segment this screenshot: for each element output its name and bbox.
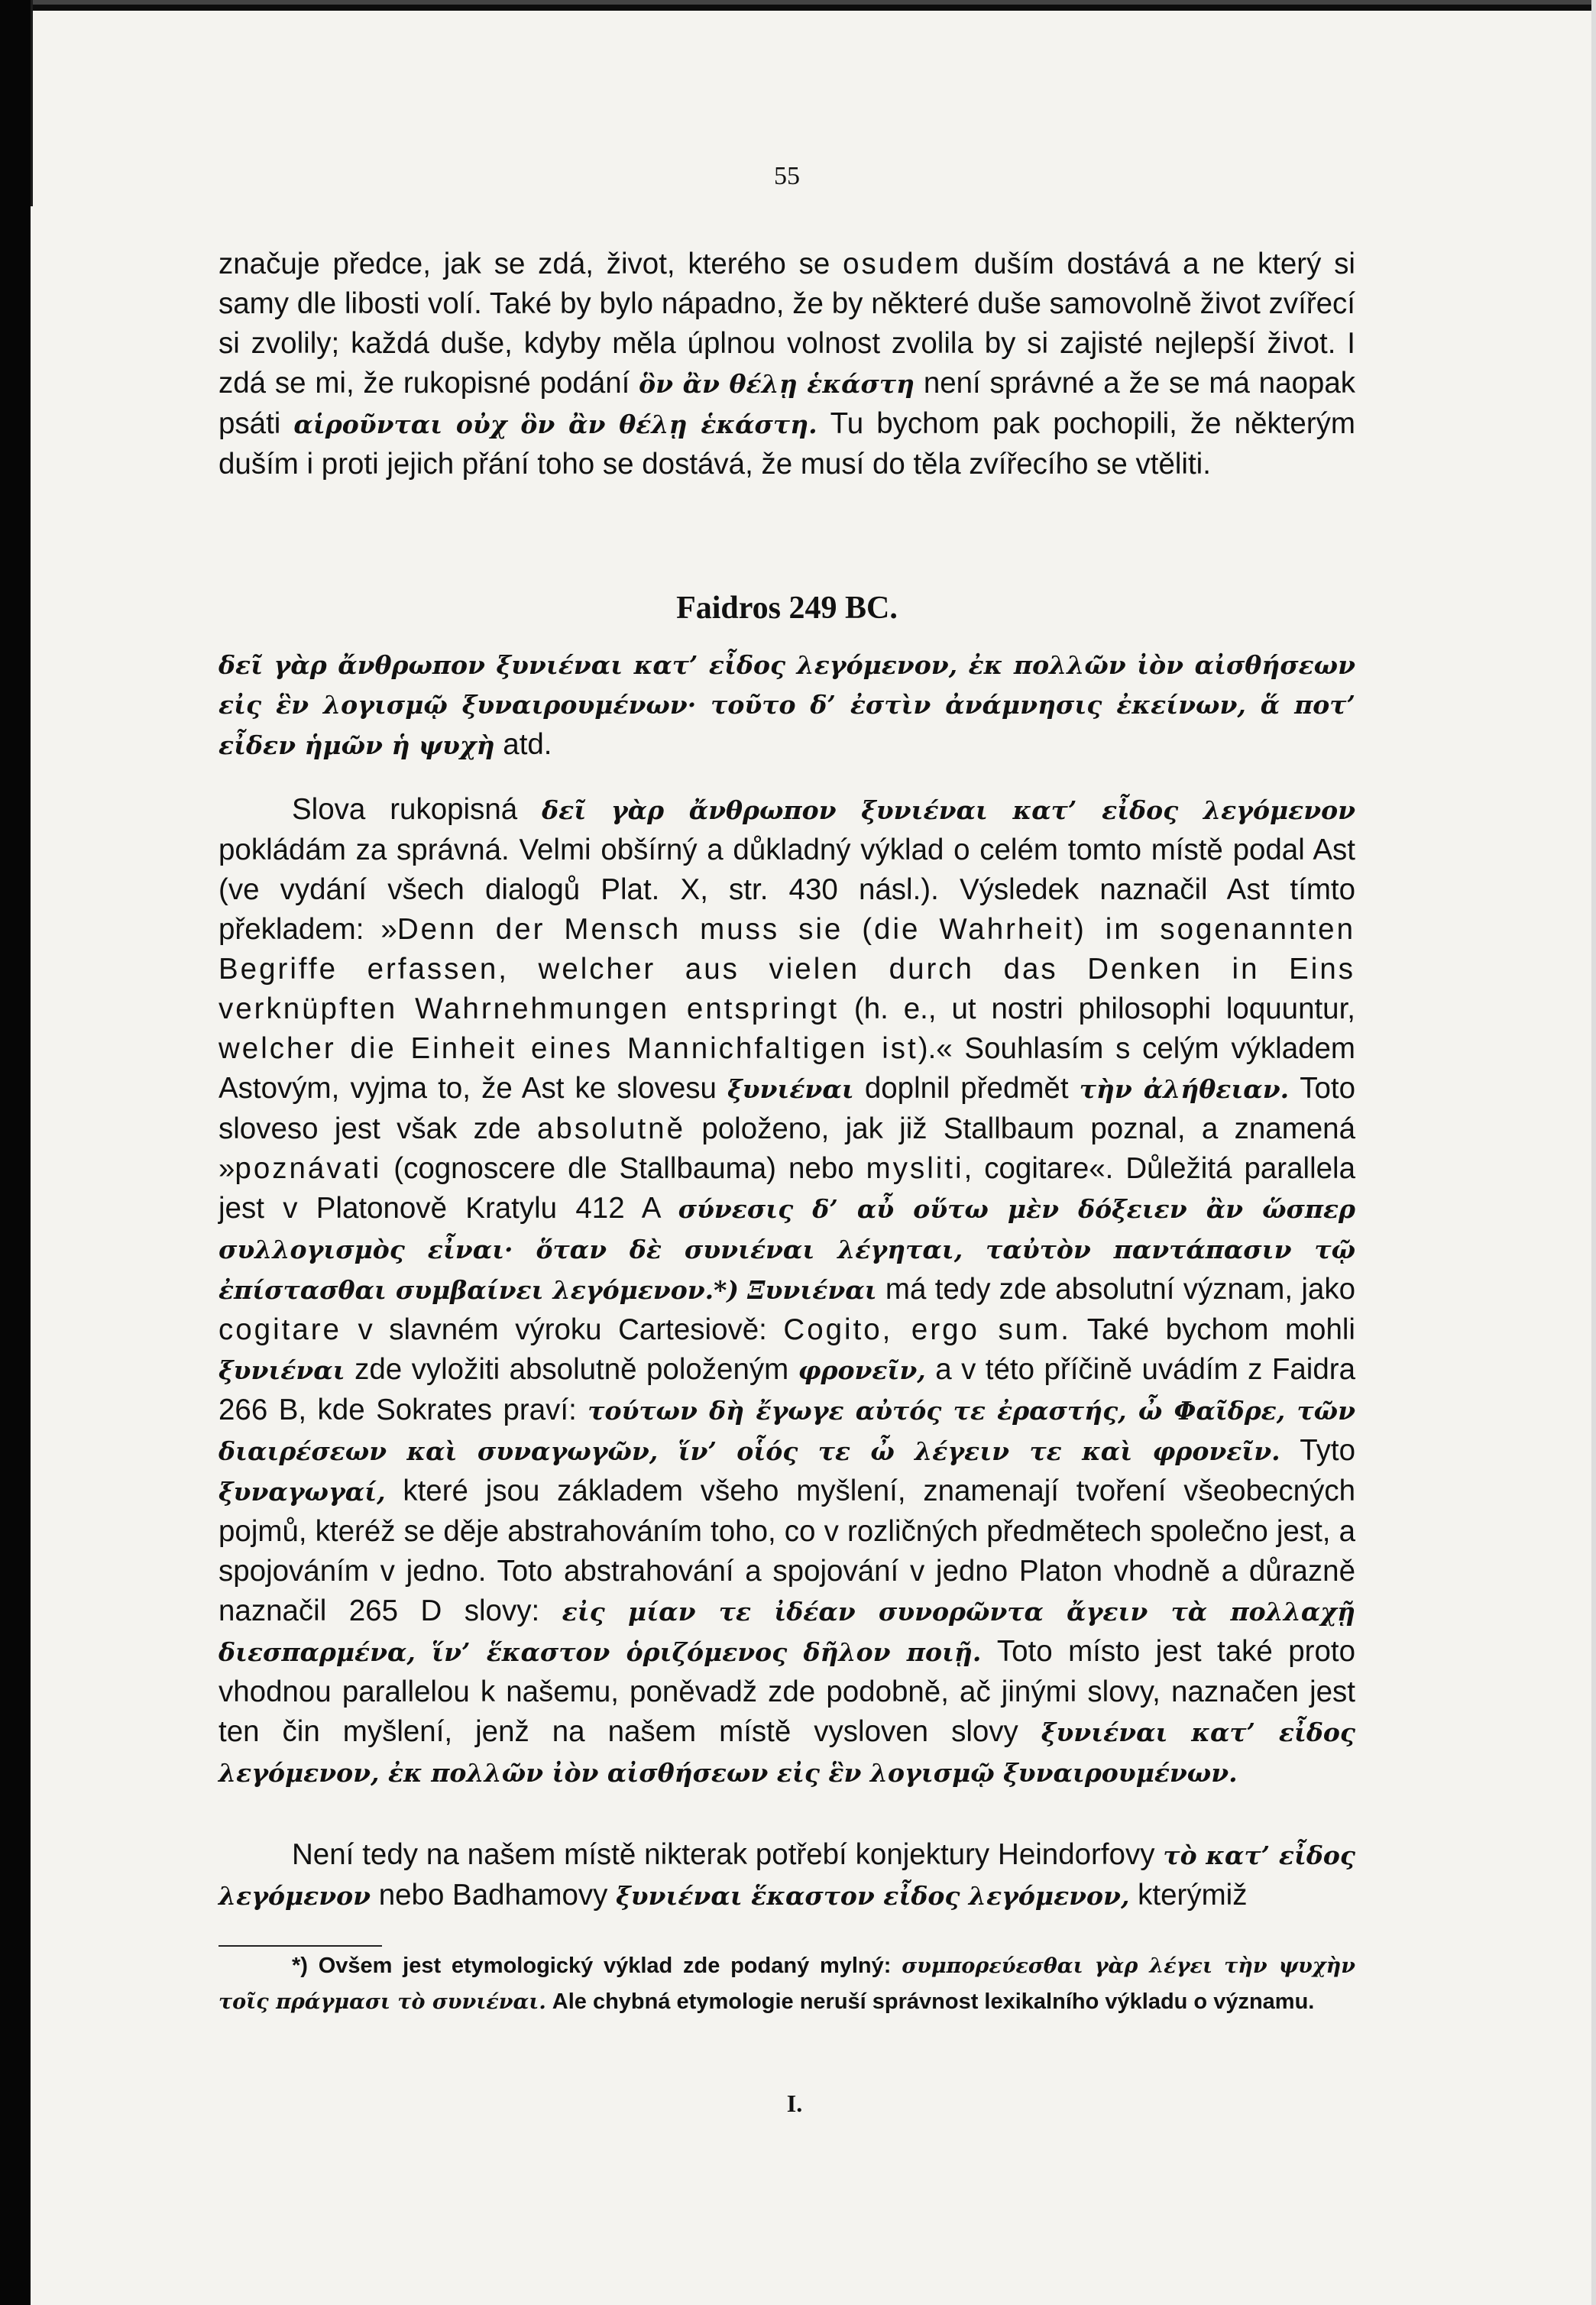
section-heading: Faidros 249 BC. [676,591,898,626]
page-number: 55 [774,162,800,190]
signature-mark: I. [786,2090,803,2117]
binding-mark [31,0,33,206]
paragraph-1: značuje předce, jak se zdá, život, kterého se osudem duším dostává a ne který si samy dle libosti volí. Také by bylo nápadno, že by některé duše samovolně život zvířecí si zvolily; každá duše, kdyby měla úplnou volnost zvolila by si zajisté nejlepší život. I zdá se mi, že rukopisné podání ὃν ἂν θέλῃ ἑκάστη není správné a že se má naopak psáti αἱροῦνται οὐχ ὃν ἂν θέλῃ ἑκάστη. Tu bychom pak pochopili, že některým duším i proti jejich přání toho se dostává, že musí do těla zvířecího se vtěliti. [219,248,1355,481]
footnote: *) Ovšem jest etymologický výklad zde podaný mylný: συμπορεύεσθαι γὰρ λέγει τὴν ψυχὴν τοῖς πράγμασι τὸ συνιέναι. Ale chybná etymologie neruší správnost lexikalního výkladu o významu. [219,1954,1356,2014]
footnote-rule [219,1945,382,1947]
scan-edge-line [31,0,1596,5]
scan-left-border [0,0,31,2305]
paragraph-2: Slova rukopisná δεῖ γὰρ ἄνθρωπον ξυνιέναι κατ’ εἶδος λεγόμενον pokládám za správná. Velmi obšírný a důkladný výklad o celém tomto místě podal Ast (ve vydání všech dialogů Plat. X, str. 430 násl.). Výsledek naznačil Ast tímto překladem: »Denn der Mensch muss sie (die Wahrheit) im sogenannten Begriffe erfassen, welcher aus vielen durch das Denken in Eins verknüpften Wahrnehmungen entspringt (h. e., ut nostri philosophi loquuntur, welcher die Einheit eines Mannichfaltigen ist).« Souhlasím s celým výkladem Astovým, vyjma to, že Ast ke slovesu ξυνιέναι doplnil předmět τὴν ἀλήθειαν. Toto sloveso jest však zde absolutně položeno, jak již Stallbaum poznal, a znamená »poznávati (cognoscere dle Stallbauma) nebo mysliti, cogitare«. Důležitá parallela jest v Platonově Kratylu 412 A σύνεσις δ’ αὖ οὕτω μὲν δόξειεν ἂν ὥσπερ συλλογισμὸς εἶναι· ὅταν δὲ συνιέναι λέγηται, ταὐτὸν παντάπασιν τῷ ἐπίστασθαι συμβαίνει λεγόμενον.*) Ξυνιέναι má tedy zde absolutní význam, jako cogitare v slavném výroku Cartesiově: Cogito, ergo sum. Také bychom mohli ξυνιέναι zde vyložiti absolutně položeným φρονεῖν, a v této příčině uvádím z Faidra 266 B, kde Sokrates praví: τούτων δὴ ἔγωγε αὐτός τε ἐραστής, ὦ Φαῖδρε, τῶν διαιρέσεων καὶ συναγωγῶν, ἵν’ οἷός τε ὦ λέγειν τε καὶ φρονεῖν. Tyto ξυναγωγαί, které jsou základem všeho myšlení, znamenají tvoření všeobecných pojmů, kteréž se děje abstrahováním toho, co v rozličných předmětech společno jest, a spojováním v jedno. Toto abstrahování a spojování v jedno Platon vhodně a důrazně naznačil 265 D slovy: εἰς μίαν τε ἰδέαν συνορῶντα ἄγειν τὰ πολλαχῇ διεσπαρμένα, ἵν’ ἕκαστον ὁριζόμενος δῆλον ποιῇ. Toto místo jest také proto vhodnou parallelou k našemu, poněvadž zde podobně, ač jinými slovy, naznačen jest ten čin myšlení, jenž na našem místě vysloven slovy ξυνιέναι κατ’ εἶδος λεγόμενον, ἐκ πολλῶν ἰὸν αἰσθήσεων εἰς ἓν λογισμῷ ξυναιρουμένων. [219,793,1356,1788]
paragraph-3: Není tedy na našem místě nikterak potřebí konjektury Heindorfovy τὸ κατ’ εἶδος λεγόμενον nebo Badhamovy ξυνιέναι ἕκαστον εἶδος λεγόμενον, kterýmiž [219,1838,1355,1912]
scan-right-border [1591,0,1596,2305]
greek-quotation: δεῖ γὰρ ἄνθρωπον ξυνιέναι κατ’ εἶδος λεγόμενον, ἐκ πολλῶν ἰὸν αἰσθήσεων εἰς ἓν λογισμῷ ξυναιρουμένων· τοῦτο δ’ ἐστὶν ἀνάμνησις ἐκείνων, ἅ ποτ’ εἶδεν ἡμῶν ἡ ψυχὴ atd. [219,650,1355,761]
